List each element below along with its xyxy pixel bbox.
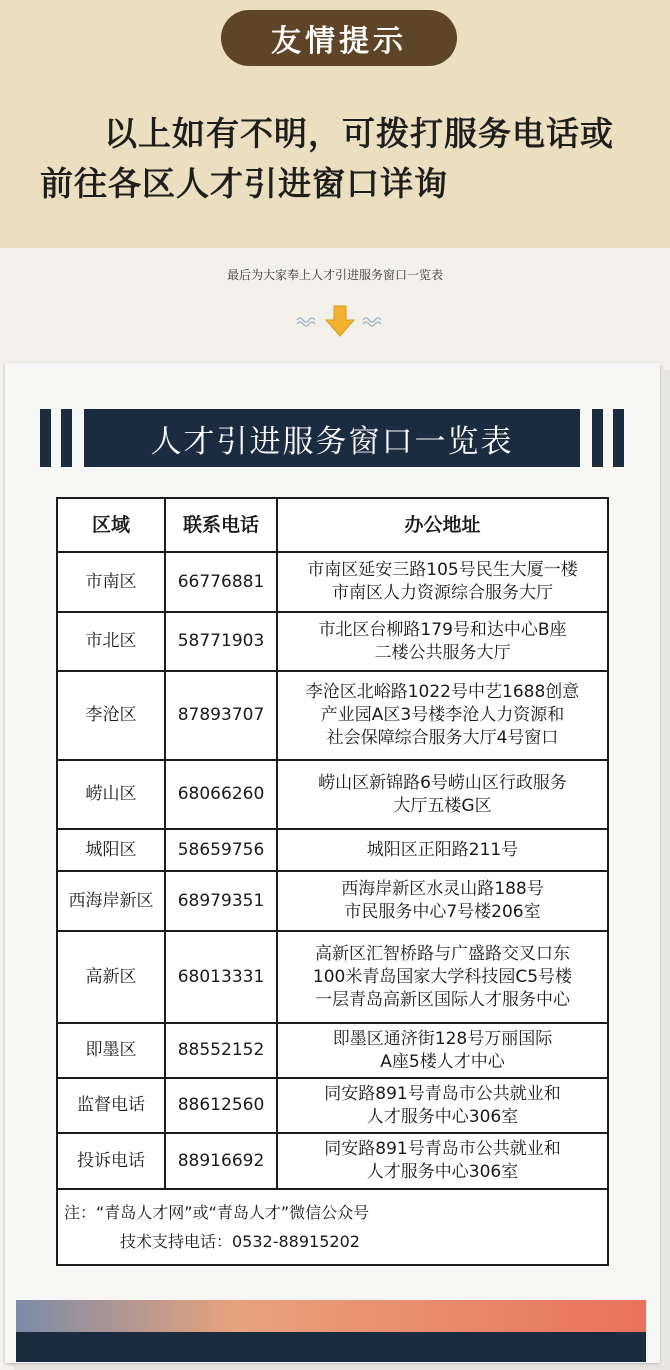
address-line: 市南区延安三路105号民生大厦一楼 — [307, 560, 578, 580]
phone-cell: 66776881 — [165, 552, 277, 612]
area-cell: 市北区 — [57, 612, 165, 671]
area-cell: 监督电话 — [57, 1078, 165, 1133]
address-line: 社会保障综合服务大厅4号窗口 — [326, 728, 559, 748]
address-line: 市民服务中心7号楼206室 — [344, 902, 541, 922]
phone-cell: 88916692 — [165, 1133, 277, 1189]
note-row — [57, 1189, 608, 1265]
address-cell — [277, 1078, 608, 1133]
phone-cell: 88612560 — [165, 1078, 277, 1133]
address-line: 即墨区通济街128号万丽国际 — [332, 1028, 553, 1049]
header-address: 办公地址 — [277, 498, 608, 552]
phone-cell: 68979351 — [165, 871, 277, 931]
table-row — [57, 552, 608, 612]
phone-cell: 58771903 — [165, 612, 277, 671]
phone-cell: 68013331 — [165, 931, 277, 1023]
address-line: 李沧区北峪路1022号中艺1688创意 — [305, 682, 580, 702]
address-line: 人才服务中心306室 — [366, 1162, 519, 1182]
table-row — [57, 1078, 608, 1133]
area-cell: 西海岸新区 — [57, 871, 165, 931]
address-line: 人才服务中心306室 — [366, 1106, 519, 1127]
address-line: 一层青岛高新区国际人才服务中心 — [315, 989, 570, 1010]
table-row — [57, 612, 608, 671]
address-cell — [277, 1023, 608, 1078]
area-cell: 李沧区 — [57, 671, 165, 760]
service-window-table — [56, 497, 609, 1266]
address-cell — [277, 671, 608, 760]
table-row — [57, 760, 608, 829]
address-line: 城阳区正阳路211号 — [366, 839, 519, 860]
area-cell: 投诉电话 — [57, 1133, 165, 1189]
address-line: 西海岸新区水灵山路188号 — [341, 879, 544, 899]
area-cell: 即墨区 — [57, 1023, 165, 1078]
note-line-2: 技术支持电话：0532-88915202 — [120, 1232, 360, 1251]
table-row — [57, 931, 608, 1023]
address-line: A座5楼人才中心 — [380, 1051, 505, 1072]
phone-cell: 68066260 — [165, 760, 277, 829]
address-line: 二楼公共服务大厅 — [374, 642, 511, 663]
address-line: 同安路891号青岛市公共就业和 — [324, 1083, 561, 1104]
phone-cell: 87893707 — [165, 671, 277, 760]
tip-banner — [0, 0, 670, 248]
tip-line-2: 前往各区人才引进窗口详询 — [40, 164, 448, 203]
down-arrow-icon — [295, 304, 385, 338]
address-cell — [277, 871, 608, 931]
title-stripe — [613, 409, 624, 467]
area-cell: 城阳区 — [57, 829, 165, 871]
address-cell — [277, 829, 608, 871]
card-title: 人才引进服务窗口一览表 — [84, 409, 580, 467]
table-row — [57, 671, 608, 760]
title-stripe — [61, 409, 72, 467]
address-line: 高新区汇智桥路与广盛路交叉口东 — [315, 943, 570, 964]
address-cell — [277, 760, 608, 829]
table-row — [57, 1133, 608, 1189]
header-phone: 联系电话 — [165, 498, 277, 552]
table-header-row — [57, 498, 608, 552]
tip-line-1: 以上如有不明，可拨打服务电话或 — [104, 114, 614, 153]
note-line-1: 注：“青岛人才网”或“青岛人才”微信公众号 — [64, 1203, 370, 1222]
tip-pill: 友情提示 — [221, 10, 457, 66]
area-cell: 崂山区 — [57, 760, 165, 829]
phone-cell: 58659756 — [165, 829, 277, 871]
address-line: 市南区人力资源综合服务大厅 — [332, 583, 553, 603]
address-line: 同安路891号青岛市公共就业和 — [324, 1139, 561, 1159]
address-cell — [277, 612, 608, 671]
intro-caption: 最后为大家奉上人才引进服务窗口一览表 — [226, 268, 443, 282]
table-row — [57, 829, 608, 871]
title-stripe — [40, 409, 51, 467]
title-stripe — [592, 409, 603, 467]
address-line: 崂山区新锦路6号崂山区行政服务 — [318, 772, 567, 793]
address-line: 产业园A区3号楼李沧人力资源和 — [320, 705, 565, 725]
phone-cell: 88552152 — [165, 1023, 277, 1078]
table-row — [57, 1023, 608, 1078]
table-row — [57, 871, 608, 931]
address-cell — [277, 1133, 608, 1189]
address-line: 100米青岛国家大学科技园C5号楼 — [312, 966, 573, 987]
address-cell — [277, 552, 608, 612]
bottom-dark-band — [16, 1332, 646, 1362]
area-cell: 高新区 — [57, 931, 165, 1023]
header-area: 区域 — [57, 498, 165, 552]
area-cell: 市南区 — [57, 552, 165, 612]
address-line: 市北区台柳路179号和达中心B座 — [318, 619, 567, 640]
address-line: 大厅五楼G区 — [393, 795, 492, 816]
address-cell — [277, 931, 608, 1023]
